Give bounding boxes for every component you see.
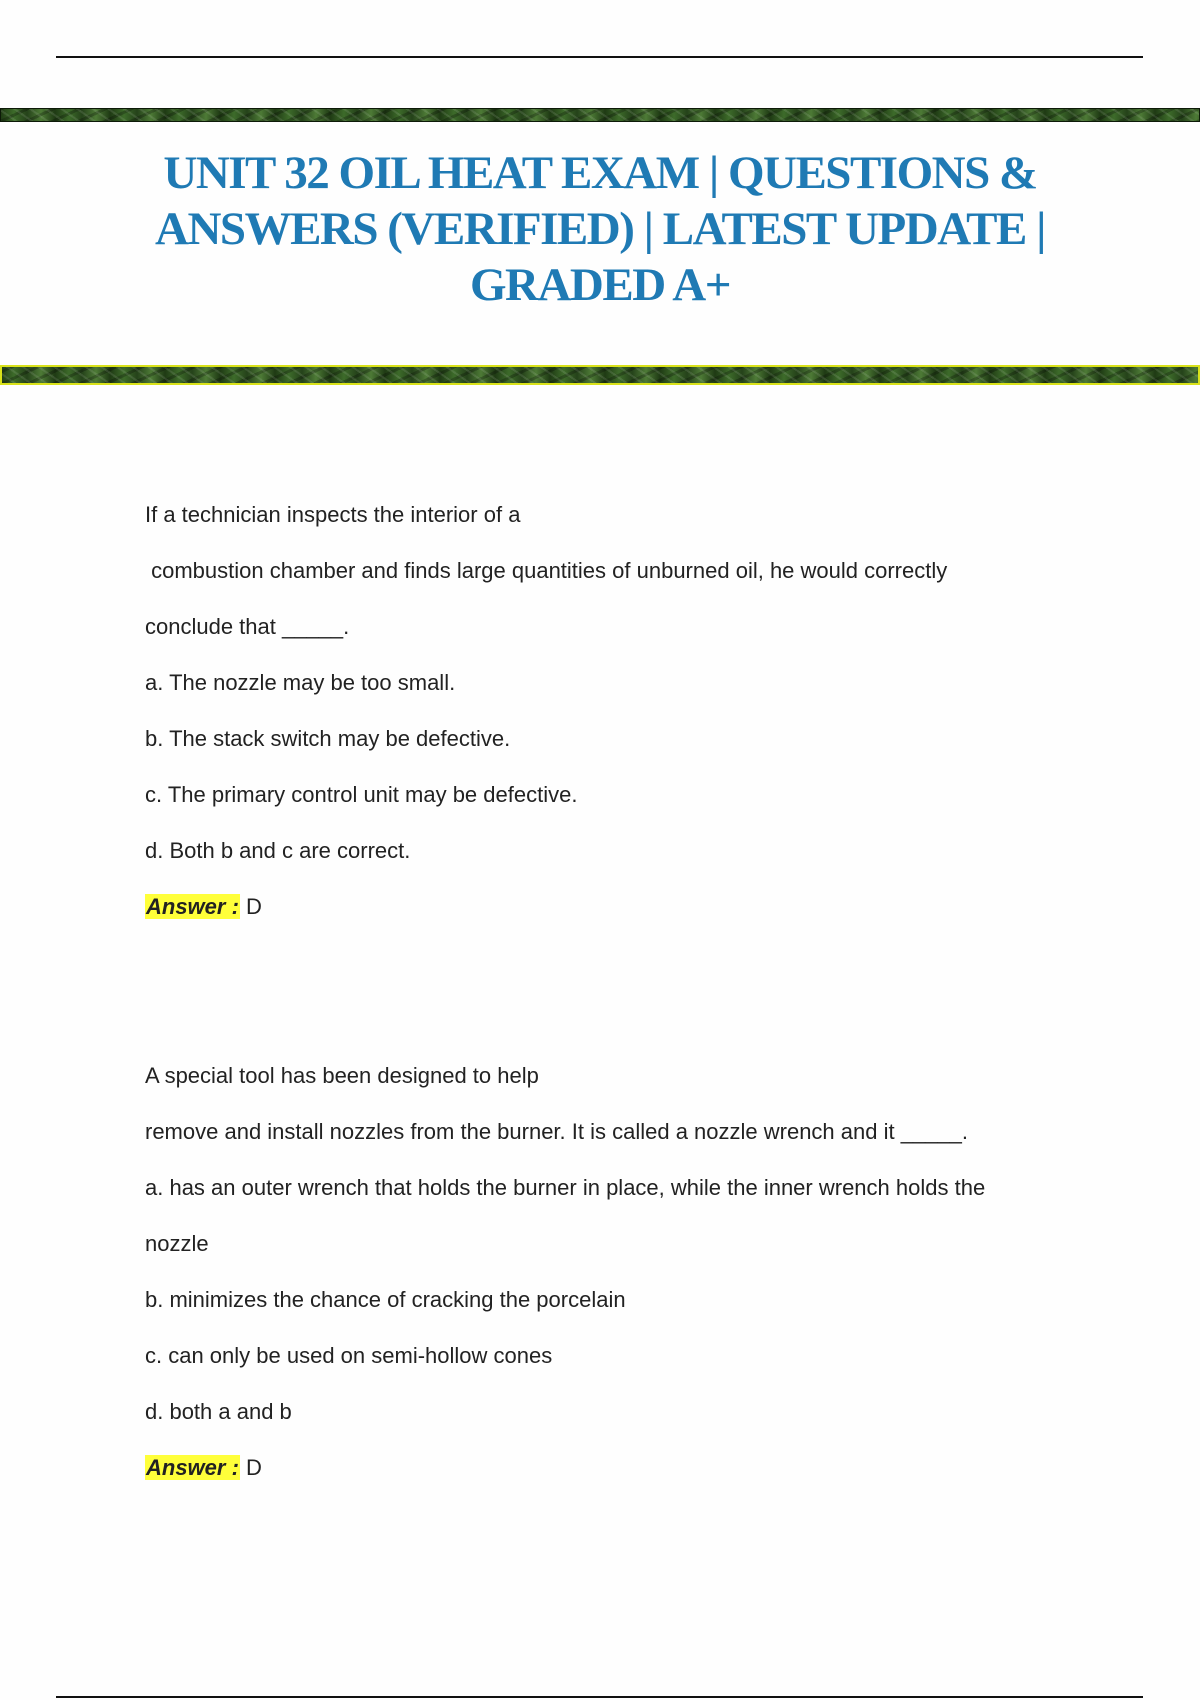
footer-rule [56,1696,1143,1698]
header-rule [56,56,1143,58]
question-text-line: conclude that _____. [145,614,350,639]
answer-option: c. can only be used on semi-hollow cones [145,1343,553,1368]
decorative-band-bottom [0,365,1200,385]
question-text-line: If a technician inspects the interior of a [145,502,521,527]
document-body [145,487,1105,1496]
answer-option: c. The primary control unit may be defective. [145,782,578,807]
answer-line [145,879,1105,935]
answer-option-continuation: nozzle [145,1231,209,1256]
document-title: UNIT 32 OIL HEAT EXAM | QUESTIONS & ANSWERS (VERIFIED) | LATEST UPDATE | GRADED A+ [155,147,1045,311]
answer-value: D [239,1455,262,1480]
answer-line [145,1440,1105,1496]
answer-option: d. Both b and c are correct. [145,838,411,863]
answer-value: D [239,894,262,919]
answer-option: a. has an outer wrench that holds the burner in place, while the inner wrench holds the [145,1175,986,1200]
question-text-line: A special tool has been designed to help [145,1063,539,1088]
question-text-line: combustion chamber and finds large quantities of unburned oil, he would correctly [145,558,948,583]
answer-label: Answer : [146,1455,239,1480]
answer-option: b. The stack switch may be defective. [145,726,511,751]
question-text-line: remove and install nozzles from the burner. It is called a nozzle wrench and it _____. [145,1119,969,1144]
question-block [145,1048,1105,1496]
answer-option: d. both a and b [145,1399,292,1424]
answer-option: b. minimizes the chance of cracking the porcelain [145,1287,626,1312]
answer-option: a. The nozzle may be too small. [145,670,456,695]
decorative-band-top [0,108,1200,122]
question-block [145,487,1105,935]
answer-label: Answer : [146,894,239,919]
question-spacer [145,935,1105,1048]
